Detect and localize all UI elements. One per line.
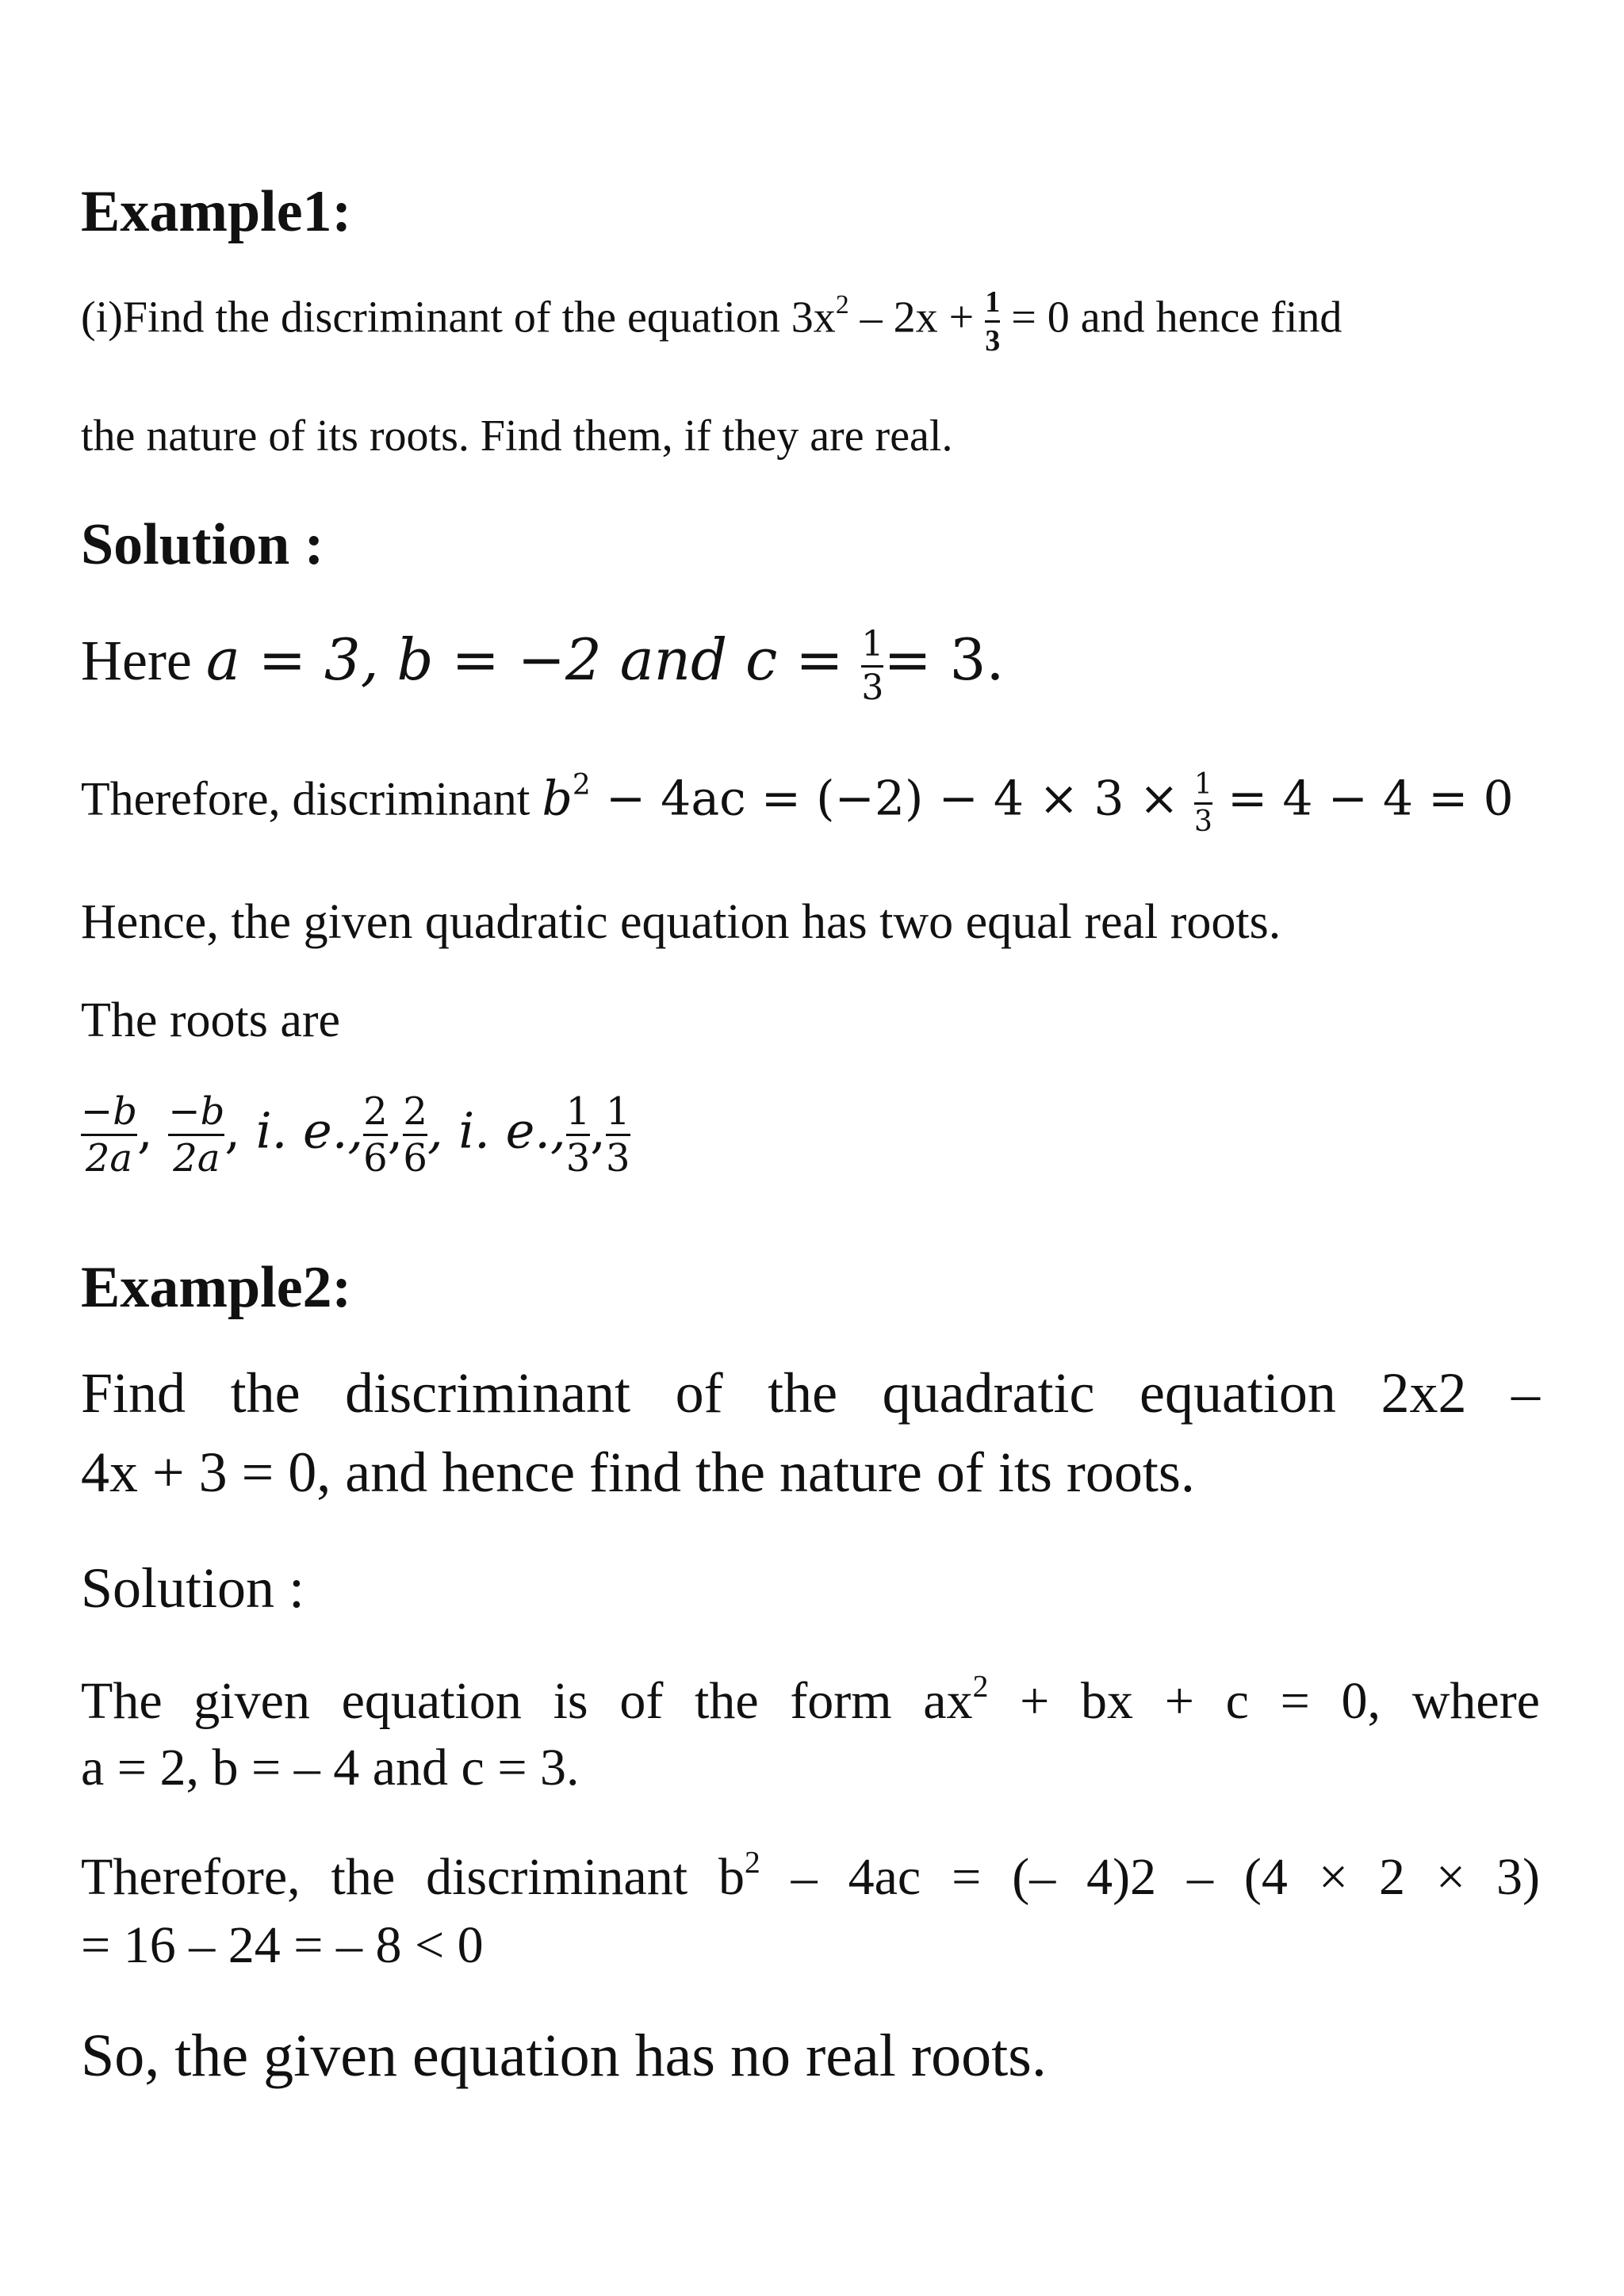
conclusion-text: So, the given equation has no real roots. [81,2022,1047,2089]
fraction: $\frac{2}{6}$ [363,1089,388,1181]
example2-heading: Example2: [81,1255,352,1320]
example1-solution-heading: Solution : [81,512,324,577]
fraction: $\frac{1}{3}$ [605,1089,630,1181]
fraction: $\frac{-b}{2a}$ [81,1089,137,1181]
example1-heading: Example1: [81,179,352,244]
roots-are-label: The roots are [81,993,341,1047]
example2-question-line2: 4x + 3 = 0, and hence find the nature of its roots. [81,1441,1195,1504]
discriminant2-line1: Therefore, the discriminant $b^2 - 4ac$ = (– 4)2 – (4 × 2 × 3) [81,1844,1540,1906]
roots-expression: $\frac{-b}{2a}$ , $\frac{-b}{2a}$ , i. e., $\frac{2}{6}$ , $\frac{2}{6}$ , i. e., $\frac{1}{3}$ , $\frac{1}{3}$ [81,1089,630,1181]
example2-question-line1: Find the discriminant of the quadratic equation 2x2 – [81,1361,1540,1425]
equation-form-line1: The given equation is of the form $ax^2$ + bx + c = 0, where [81,1668,1540,1730]
coefficients-line: Here a = 3, b = −2 and c = $\frac{1}{3}$ = 3. [81,623,1005,708]
fraction: $\frac{1}{3}$ [1194,768,1212,838]
discriminant2-line2: = 16 – 24 = – 8 < 0 [81,1916,484,1974]
fraction: $\frac{1}{3}$ [565,1089,591,1181]
fraction: $\frac{2}{6}$ [403,1089,427,1181]
equation-form-line2: a = 2, b = – 4 and c = 3. [81,1739,580,1797]
example1-question-line2: the nature of its roots. Find them, if they are real. [81,411,953,461]
equal-roots-statement: Hence, the given quadratic equation has two equal real roots. [81,895,1281,949]
fraction: $\frac{1}{3}$ [985,285,1001,358]
example1-question-line1: (i)Find the discriminant of the equation $3x^2 - 2x$ + $\frac{1}{3}$ = 0 and hence find [81,285,1342,358]
fraction: $\frac{1}{3}$ [861,623,884,708]
fraction: $\frac{-b}{2a}$ [168,1089,225,1181]
example2-solution-heading: Solution : [81,1556,305,1620]
discriminant-line: Therefore, discriminant $b^2 - 4ac = (-2) - 4 \times 3$ × $\frac{1}{3}$ = 4 − 4 = 0 [81,768,1514,838]
